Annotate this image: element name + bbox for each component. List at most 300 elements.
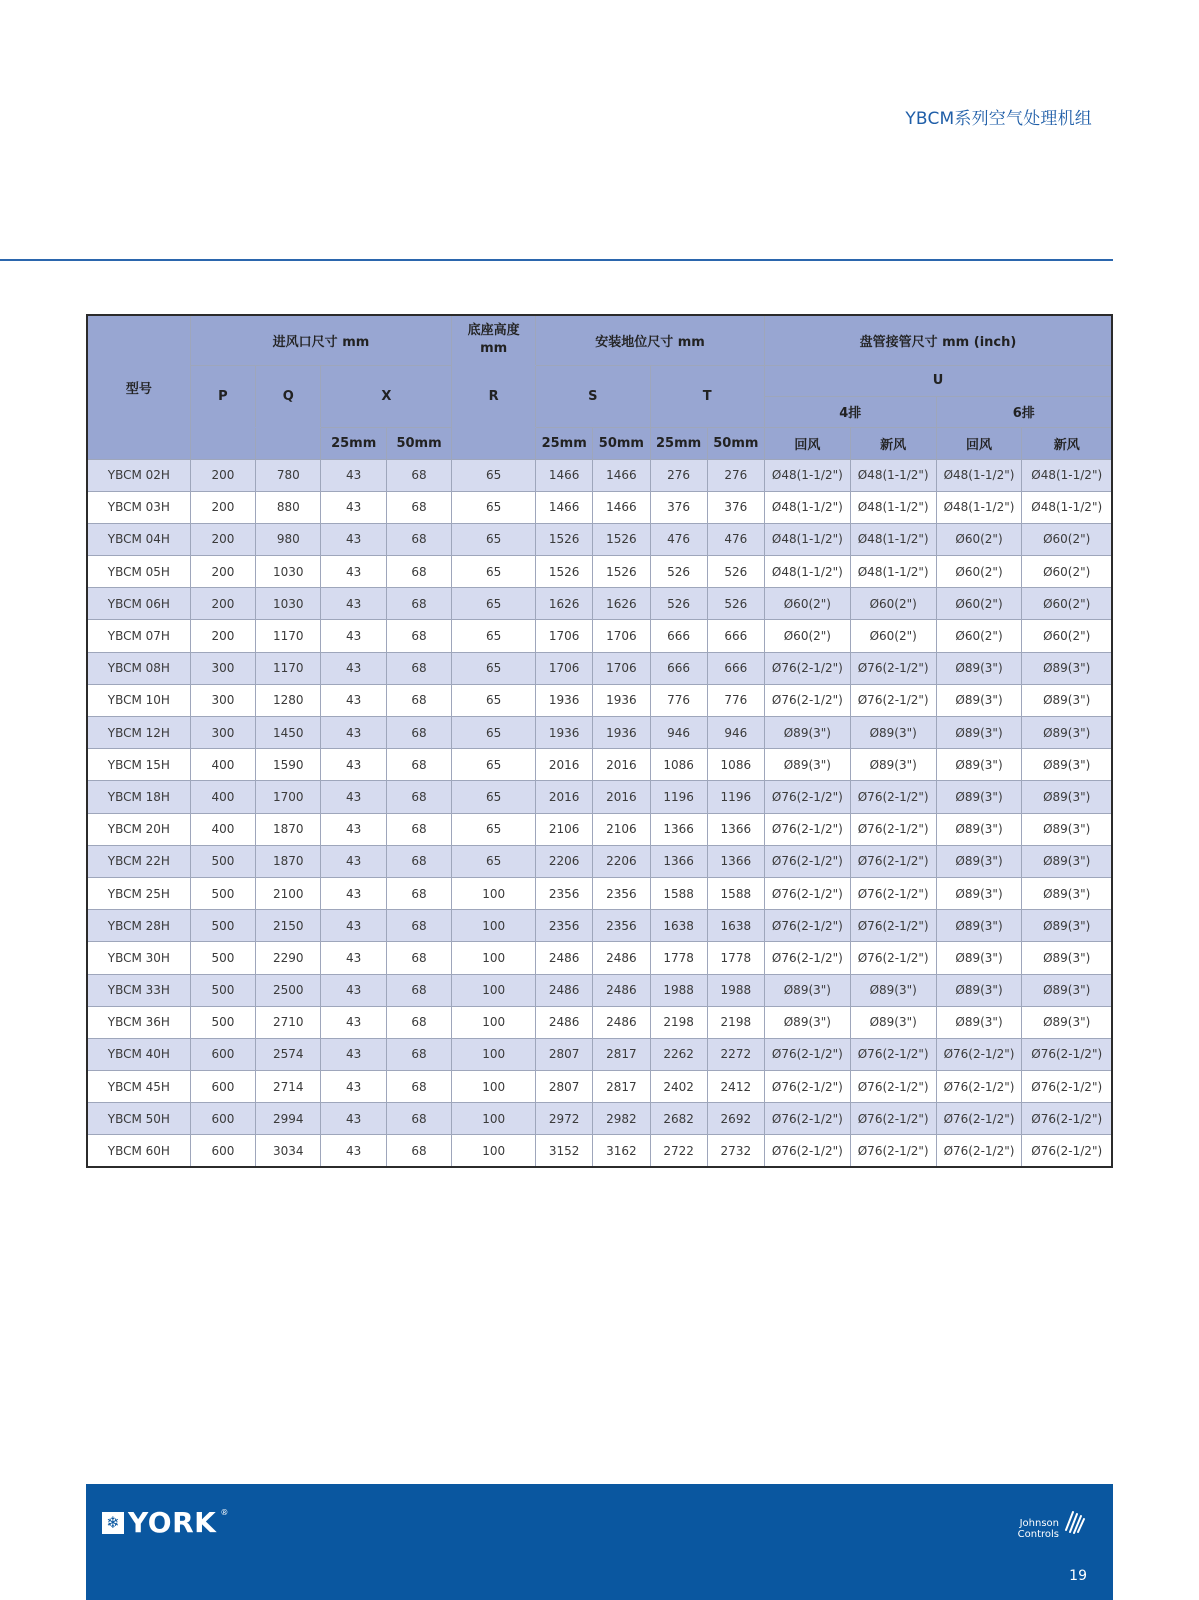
model-cell: YBCM 30H xyxy=(87,942,190,974)
table-cell: 1706 xyxy=(593,652,650,684)
table-cell: 2500 xyxy=(256,974,321,1006)
table-cell: Ø76(2-1/2") xyxy=(850,684,936,716)
table-cell: 1366 xyxy=(650,845,707,877)
table-cell: 2486 xyxy=(593,942,650,974)
table-cell: Ø89(3") xyxy=(764,1006,850,1038)
table-cell: Ø60(2") xyxy=(1022,588,1112,620)
table-cell: 100 xyxy=(452,1103,536,1135)
table-cell: 3152 xyxy=(536,1135,593,1167)
table-cell: 43 xyxy=(321,1103,386,1135)
table-cell: Ø60(2") xyxy=(936,588,1022,620)
table-cell: Ø76(2-1/2") xyxy=(936,1038,1022,1070)
table-cell: Ø89(3") xyxy=(1022,910,1112,942)
model-cell: YBCM 07H xyxy=(87,620,190,652)
table-cell: 500 xyxy=(190,845,255,877)
table-cell: 100 xyxy=(452,1038,536,1070)
table-cell: 68 xyxy=(386,717,451,749)
table-cell: 65 xyxy=(452,523,536,555)
table-cell: Ø76(2-1/2") xyxy=(850,910,936,942)
header-t-25mm: 25mm xyxy=(650,427,707,459)
table-cell: 65 xyxy=(452,556,536,588)
table-cell: 2682 xyxy=(650,1103,707,1135)
table-cell: Ø76(2-1/2") xyxy=(936,1071,1022,1103)
table-cell: 1030 xyxy=(256,556,321,588)
table-cell: 68 xyxy=(386,910,451,942)
table-cell: 65 xyxy=(452,845,536,877)
table-cell: 1870 xyxy=(256,845,321,877)
table-cell: 200 xyxy=(190,556,255,588)
table-cell: 43 xyxy=(321,556,386,588)
table-cell: 526 xyxy=(650,588,707,620)
table-cell: Ø76(2-1/2") xyxy=(850,1071,936,1103)
table-cell: 43 xyxy=(321,1006,386,1038)
table-cell: Ø89(3") xyxy=(936,942,1022,974)
table-row xyxy=(87,556,1112,588)
table-cell: 1778 xyxy=(650,942,707,974)
table-cell: 43 xyxy=(321,749,386,781)
table-cell: Ø76(2-1/2") xyxy=(764,845,850,877)
table-cell: 500 xyxy=(190,910,255,942)
table-cell: Ø60(2") xyxy=(1022,556,1112,588)
table-cell: Ø76(2-1/2") xyxy=(764,1103,850,1135)
table-cell: 1526 xyxy=(536,556,593,588)
table-cell: 476 xyxy=(707,523,764,555)
table-cell: 100 xyxy=(452,1006,536,1038)
table-cell: 2692 xyxy=(707,1103,764,1135)
model-cell: YBCM 33H xyxy=(87,974,190,1006)
table-cell: 946 xyxy=(650,717,707,749)
table-cell: Ø89(3") xyxy=(1022,781,1112,813)
table-cell: 776 xyxy=(707,684,764,716)
table-cell: 68 xyxy=(386,1038,451,1070)
model-cell: YBCM 28H xyxy=(87,910,190,942)
model-cell: YBCM 02H xyxy=(87,459,190,491)
table-cell: Ø89(3") xyxy=(1022,974,1112,1006)
table-cell: 2106 xyxy=(593,813,650,845)
header-x-50mm: 50mm xyxy=(386,427,451,459)
table-cell: 2100 xyxy=(256,877,321,909)
table-cell: 1366 xyxy=(707,845,764,877)
table-cell: 2206 xyxy=(536,845,593,877)
table-cell: Ø76(2-1/2") xyxy=(850,942,936,974)
table-cell: Ø48(1-1/2") xyxy=(850,523,936,555)
table-row xyxy=(87,588,1112,620)
table-cell: 43 xyxy=(321,620,386,652)
table-cell: 2272 xyxy=(707,1038,764,1070)
table-cell: 2486 xyxy=(536,1006,593,1038)
header-4-rows: 4排 xyxy=(764,396,936,427)
table-cell: 1778 xyxy=(707,942,764,974)
table-row xyxy=(87,1071,1112,1103)
table-cell: 43 xyxy=(321,652,386,684)
table-cell: Ø76(2-1/2") xyxy=(1022,1103,1112,1135)
header-q: Q xyxy=(256,365,321,427)
table-cell: Ø60(2") xyxy=(764,588,850,620)
table-cell: Ø60(2") xyxy=(1022,620,1112,652)
table-cell: 2817 xyxy=(593,1038,650,1070)
table-cell: Ø89(3") xyxy=(1022,652,1112,684)
table-cell: 2402 xyxy=(650,1071,707,1103)
table-cell: 526 xyxy=(707,556,764,588)
table-cell: 68 xyxy=(386,845,451,877)
table-cell: 100 xyxy=(452,942,536,974)
table-cell: 2198 xyxy=(650,1006,707,1038)
table-cell: 43 xyxy=(321,845,386,877)
model-cell: YBCM 50H xyxy=(87,1103,190,1135)
table-cell: 68 xyxy=(386,749,451,781)
table-cell: 2807 xyxy=(536,1038,593,1070)
table-cell: 2290 xyxy=(256,942,321,974)
table-cell: 1526 xyxy=(593,556,650,588)
table-cell: Ø60(2") xyxy=(1022,523,1112,555)
table-cell: 2486 xyxy=(536,974,593,1006)
table-cell: 68 xyxy=(386,781,451,813)
table-cell: 1638 xyxy=(650,910,707,942)
header-6-rows-return: 回风 xyxy=(936,427,1022,459)
table-cell: Ø60(2") xyxy=(850,588,936,620)
table-cell: 65 xyxy=(452,491,536,523)
table-cell: Ø89(3") xyxy=(936,910,1022,942)
table-cell: Ø48(1-1/2") xyxy=(936,459,1022,491)
table-cell: Ø76(2-1/2") xyxy=(850,877,936,909)
table-cell: 1936 xyxy=(593,717,650,749)
table-cell: 68 xyxy=(386,942,451,974)
table-cell: 65 xyxy=(452,749,536,781)
model-cell: YBCM 12H xyxy=(87,717,190,749)
model-cell: YBCM 10H xyxy=(87,684,190,716)
table-cell: 1526 xyxy=(536,523,593,555)
table-cell: 980 xyxy=(256,523,321,555)
model-cell: YBCM 36H xyxy=(87,1006,190,1038)
table-cell: 2206 xyxy=(593,845,650,877)
table-cell: Ø89(3") xyxy=(936,717,1022,749)
table-cell: Ø89(3") xyxy=(1022,749,1112,781)
table-cell: 1988 xyxy=(650,974,707,1006)
table-row xyxy=(87,459,1112,491)
header-s-25mm: 25mm xyxy=(536,427,593,459)
header-6-rows: 6排 xyxy=(936,396,1112,427)
table-row xyxy=(87,845,1112,877)
table-cell: 400 xyxy=(190,781,255,813)
table-cell: 2412 xyxy=(707,1071,764,1103)
table-cell: 1450 xyxy=(256,717,321,749)
table-cell: 1588 xyxy=(707,877,764,909)
table-cell: 43 xyxy=(321,877,386,909)
johnson-controls-wordmark: Johnson Controls xyxy=(1017,1518,1059,1540)
table-cell: Ø60(2") xyxy=(936,523,1022,555)
table-cell: 276 xyxy=(650,459,707,491)
table-cell: Ø76(2-1/2") xyxy=(850,781,936,813)
snowflake-icon: ❄ xyxy=(102,1512,124,1534)
table-cell: 376 xyxy=(650,491,707,523)
table-cell: 1030 xyxy=(256,588,321,620)
table-cell: Ø48(1-1/2") xyxy=(764,556,850,588)
table-cell: Ø89(3") xyxy=(936,1006,1022,1038)
header-4-rows-return: 回风 xyxy=(764,427,850,459)
table-cell: Ø89(3") xyxy=(1022,877,1112,909)
table-cell: 2714 xyxy=(256,1071,321,1103)
table-cell: Ø89(3") xyxy=(936,781,1022,813)
table-cell: Ø76(2-1/2") xyxy=(764,1038,850,1070)
table-cell: 2016 xyxy=(593,749,650,781)
table-cell: 1466 xyxy=(536,459,593,491)
table-row xyxy=(87,877,1112,909)
table-cell: 43 xyxy=(321,1071,386,1103)
header-q-blank xyxy=(256,427,321,459)
table-cell: 100 xyxy=(452,1071,536,1103)
table-cell: 1196 xyxy=(707,781,764,813)
table-cell: 65 xyxy=(452,684,536,716)
table-cell: Ø76(2-1/2") xyxy=(764,1071,850,1103)
table-cell: 1626 xyxy=(593,588,650,620)
jci-mark-icon xyxy=(1061,1508,1087,1536)
table-cell: 68 xyxy=(386,877,451,909)
header-inlet-size: 进风口尺寸 mm xyxy=(190,315,452,365)
model-cell: YBCM 04H xyxy=(87,523,190,555)
table-cell: Ø76(2-1/2") xyxy=(764,684,850,716)
table-cell: Ø89(3") xyxy=(936,877,1022,909)
model-cell: YBCM 05H xyxy=(87,556,190,588)
header-coil-size: 盘管接管尺寸 mm (inch) xyxy=(764,315,1112,365)
table-cell: 1638 xyxy=(707,910,764,942)
model-cell: YBCM 15H xyxy=(87,749,190,781)
table-cell: 500 xyxy=(190,974,255,1006)
table-cell: 43 xyxy=(321,459,386,491)
table-cell: 2016 xyxy=(536,781,593,813)
table-cell: 200 xyxy=(190,620,255,652)
table-cell: 1590 xyxy=(256,749,321,781)
table-cell: 500 xyxy=(190,1006,255,1038)
table-cell: 2982 xyxy=(593,1103,650,1135)
table-cell: 666 xyxy=(650,620,707,652)
model-cell: YBCM 60H xyxy=(87,1135,190,1167)
model-cell: YBCM 25H xyxy=(87,877,190,909)
table-cell: 666 xyxy=(707,652,764,684)
table-cell: Ø48(1-1/2") xyxy=(1022,459,1112,491)
table-cell: Ø76(2-1/2") xyxy=(764,652,850,684)
table-cell: 1086 xyxy=(707,749,764,781)
table-cell: 2198 xyxy=(707,1006,764,1038)
table-cell: 68 xyxy=(386,813,451,845)
table-cell: 1086 xyxy=(650,749,707,781)
table-row xyxy=(87,942,1112,974)
table-cell: 2356 xyxy=(536,910,593,942)
table-cell: Ø76(2-1/2") xyxy=(764,910,850,942)
johnson-controls-logo xyxy=(1007,1508,1087,1548)
table-cell: Ø48(1-1/2") xyxy=(764,491,850,523)
model-cell: YBCM 03H xyxy=(87,491,190,523)
table-cell: 68 xyxy=(386,1006,451,1038)
table-cell: 68 xyxy=(386,974,451,1006)
table-cell: 526 xyxy=(650,556,707,588)
table-cell: 2356 xyxy=(593,877,650,909)
table-cell: 946 xyxy=(707,717,764,749)
table-cell: Ø60(2") xyxy=(850,620,936,652)
table-cell: 1936 xyxy=(593,684,650,716)
table-cell: 2972 xyxy=(536,1103,593,1135)
header-model: 型号 xyxy=(87,315,190,459)
table-cell: 68 xyxy=(386,491,451,523)
table-row xyxy=(87,1103,1112,1135)
header-r: R xyxy=(452,365,536,427)
table-cell: Ø48(1-1/2") xyxy=(936,491,1022,523)
table-cell: Ø76(2-1/2") xyxy=(936,1103,1022,1135)
table-cell: 300 xyxy=(190,652,255,684)
table-cell: 1366 xyxy=(707,813,764,845)
table-cell: 600 xyxy=(190,1135,255,1167)
table-cell: 100 xyxy=(452,1135,536,1167)
table-cell: 2356 xyxy=(593,910,650,942)
header-x: X xyxy=(321,365,452,427)
table-cell: 2356 xyxy=(536,877,593,909)
table-cell: 1988 xyxy=(707,974,764,1006)
table-body xyxy=(87,459,1112,1167)
table-cell: 2016 xyxy=(593,781,650,813)
table-cell: Ø89(3") xyxy=(1022,684,1112,716)
table-cell: Ø60(2") xyxy=(764,620,850,652)
table-cell: Ø48(1-1/2") xyxy=(850,491,936,523)
header-s: S xyxy=(536,365,650,427)
table-cell: 276 xyxy=(707,459,764,491)
table-cell: 2817 xyxy=(593,1071,650,1103)
header-u: U xyxy=(764,365,1112,396)
table-cell: Ø48(1-1/2") xyxy=(1022,491,1112,523)
table-cell: Ø76(2-1/2") xyxy=(1022,1038,1112,1070)
table-cell: 400 xyxy=(190,813,255,845)
model-cell: YBCM 06H xyxy=(87,588,190,620)
table-cell: 780 xyxy=(256,459,321,491)
table-cell: 2994 xyxy=(256,1103,321,1135)
table-cell: 1870 xyxy=(256,813,321,845)
model-cell: YBCM 45H xyxy=(87,1071,190,1103)
table-cell: 2722 xyxy=(650,1135,707,1167)
table-cell: 65 xyxy=(452,588,536,620)
header-s-50mm: 50mm xyxy=(593,427,650,459)
header-install-size: 安装地位尺寸 mm xyxy=(536,315,765,365)
table-cell: Ø89(3") xyxy=(850,974,936,1006)
table-cell: Ø89(3") xyxy=(850,749,936,781)
table-cell: 1626 xyxy=(536,588,593,620)
table-cell: Ø89(3") xyxy=(764,974,850,1006)
table-cell: 43 xyxy=(321,523,386,555)
table-cell: 776 xyxy=(650,684,707,716)
table-cell: 65 xyxy=(452,652,536,684)
header-r-blank xyxy=(452,427,536,459)
table-cell: 600 xyxy=(190,1071,255,1103)
dimension-table xyxy=(86,314,1113,1168)
table-cell: 2710 xyxy=(256,1006,321,1038)
table-cell: 376 xyxy=(707,491,764,523)
table-cell: 1936 xyxy=(536,717,593,749)
table-cell: Ø89(3") xyxy=(936,684,1022,716)
table-cell: 2486 xyxy=(593,1006,650,1038)
table-cell: Ø89(3") xyxy=(764,717,850,749)
model-cell: YBCM 08H xyxy=(87,652,190,684)
table-cell: 68 xyxy=(386,652,451,684)
table-cell: 43 xyxy=(321,491,386,523)
table-cell: 2106 xyxy=(536,813,593,845)
table-cell: 200 xyxy=(190,588,255,620)
table-cell: 1466 xyxy=(593,491,650,523)
table-cell: Ø76(2-1/2") xyxy=(764,813,850,845)
table-cell: 500 xyxy=(190,877,255,909)
table-cell: 100 xyxy=(452,877,536,909)
table-cell: Ø89(3") xyxy=(936,813,1022,845)
table-cell: Ø89(3") xyxy=(764,749,850,781)
table-cell: Ø76(2-1/2") xyxy=(850,845,936,877)
table-cell: 2807 xyxy=(536,1071,593,1103)
table-cell: 300 xyxy=(190,717,255,749)
table-cell: Ø89(3") xyxy=(1022,717,1112,749)
table-cell: 68 xyxy=(386,459,451,491)
header-p-blank xyxy=(190,427,255,459)
table-cell: 476 xyxy=(650,523,707,555)
table-row xyxy=(87,1006,1112,1038)
table-cell: Ø89(3") xyxy=(936,652,1022,684)
model-cell: YBCM 40H xyxy=(87,1038,190,1070)
table-row xyxy=(87,1135,1112,1167)
table-cell: 68 xyxy=(386,588,451,620)
table-cell: 1706 xyxy=(536,652,593,684)
table-cell: Ø76(2-1/2") xyxy=(764,877,850,909)
table-cell: 1706 xyxy=(536,620,593,652)
table-cell: Ø48(1-1/2") xyxy=(850,556,936,588)
table-row xyxy=(87,652,1112,684)
table-cell: 1700 xyxy=(256,781,321,813)
table-cell: 200 xyxy=(190,491,255,523)
table-cell: 1170 xyxy=(256,620,321,652)
table-cell: Ø60(2") xyxy=(936,620,1022,652)
table-cell: Ø76(2-1/2") xyxy=(1022,1135,1112,1167)
table-cell: Ø48(1-1/2") xyxy=(764,459,850,491)
table-cell: 1466 xyxy=(593,459,650,491)
registered-mark: ® xyxy=(220,1508,229,1517)
page-number: 19 xyxy=(1069,1568,1087,1584)
table-header xyxy=(87,315,1112,459)
table-cell: 600 xyxy=(190,1038,255,1070)
table-cell: 2016 xyxy=(536,749,593,781)
table-row xyxy=(87,620,1112,652)
table-cell: 1466 xyxy=(536,491,593,523)
table-cell: 43 xyxy=(321,974,386,1006)
table-cell: 43 xyxy=(321,942,386,974)
document-title: YBCM系列空气处理机组 xyxy=(905,109,1092,129)
table-cell: Ø89(3") xyxy=(936,845,1022,877)
table-cell: 43 xyxy=(321,1135,386,1167)
header-x-25mm: 25mm xyxy=(321,427,386,459)
table-cell: 68 xyxy=(386,1135,451,1167)
table-cell: Ø76(2-1/2") xyxy=(936,1135,1022,1167)
table-row xyxy=(87,684,1112,716)
table-cell: 1280 xyxy=(256,684,321,716)
table-cell: 68 xyxy=(386,684,451,716)
table-cell: 1366 xyxy=(650,813,707,845)
header-base-height: 底座高度 mm xyxy=(452,315,536,365)
table-cell: 68 xyxy=(386,556,451,588)
table-cell: 200 xyxy=(190,459,255,491)
table-cell: 65 xyxy=(452,620,536,652)
table-cell: 43 xyxy=(321,910,386,942)
header-4-rows-fresh: 新风 xyxy=(850,427,936,459)
header-t-50mm: 50mm xyxy=(707,427,764,459)
table-cell: Ø89(3") xyxy=(850,1006,936,1038)
table-cell: 68 xyxy=(386,1071,451,1103)
table-cell: 666 xyxy=(650,652,707,684)
header-rule xyxy=(0,259,1113,261)
table-cell: 1170 xyxy=(256,652,321,684)
table-cell: 2732 xyxy=(707,1135,764,1167)
table-cell: 600 xyxy=(190,1103,255,1135)
